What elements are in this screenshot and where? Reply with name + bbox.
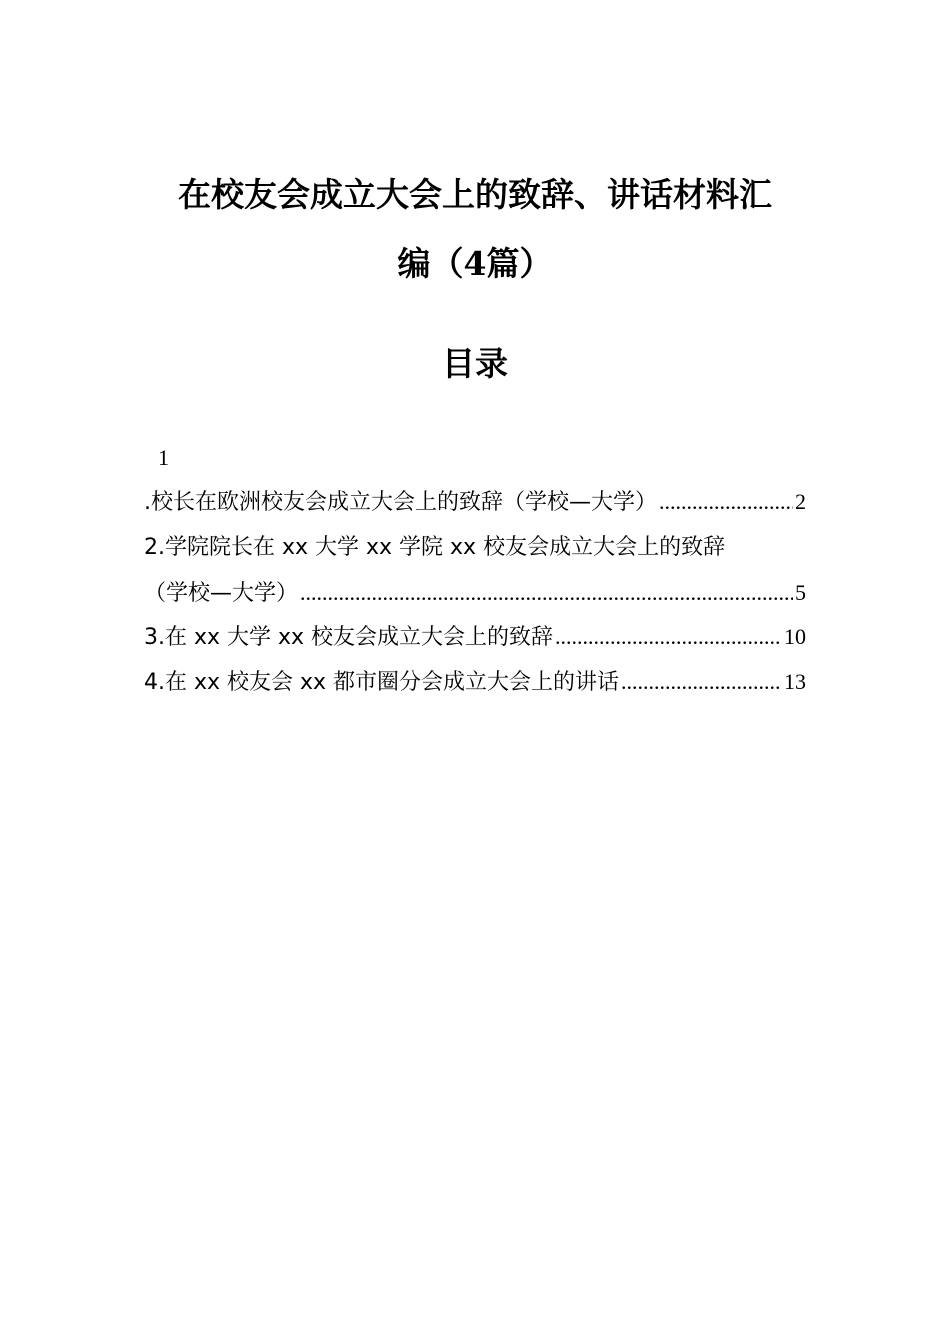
toc-item-4[interactable] (144, 667, 806, 698)
toc-item-1-page: 2 (795, 489, 806, 514)
toc-leader-dots (659, 487, 793, 517)
toc-item-1-number: 1 (158, 445, 169, 470)
toc-item-2-title-part-1: 2.学院院长在 xx 大学 xx 学院 xx 校友会成立大会上的致辞 (144, 535, 726, 560)
document-title-line-1: 在校友会成立大会上的致辞、讲话材料汇 (178, 175, 772, 214)
toc-item-4-page: 13 (784, 669, 806, 694)
toc-item-2-page: 5 (795, 580, 806, 605)
document-title-line-2: 编（4篇） (397, 244, 553, 283)
toc-heading: 目录 (442, 344, 508, 383)
toc-leader-dots (555, 622, 782, 652)
toc-item-1[interactable] (144, 487, 806, 518)
toc-item-2-line-1[interactable] (144, 533, 806, 563)
toc-leader-dots (621, 667, 782, 697)
toc-item-2-title-part-2: （学校—大学） (144, 581, 299, 606)
toc-item-3[interactable] (144, 622, 806, 653)
toc-item-3-title: 3.在 xx 大学 xx 校友会成立大会上的致辞 (144, 625, 554, 650)
toc-item-1-title: .校长在欧洲校友会成立大会上的致辞（学校—大学） (144, 490, 657, 515)
toc-item-3-page: 10 (784, 624, 806, 649)
toc-item-4-title: 4.在 xx 校友会 xx 都市圈分会成立大会上的讲话 (144, 670, 620, 695)
toc-leader-dots (300, 578, 793, 608)
toc-item-2-line-2[interactable] (144, 578, 806, 609)
